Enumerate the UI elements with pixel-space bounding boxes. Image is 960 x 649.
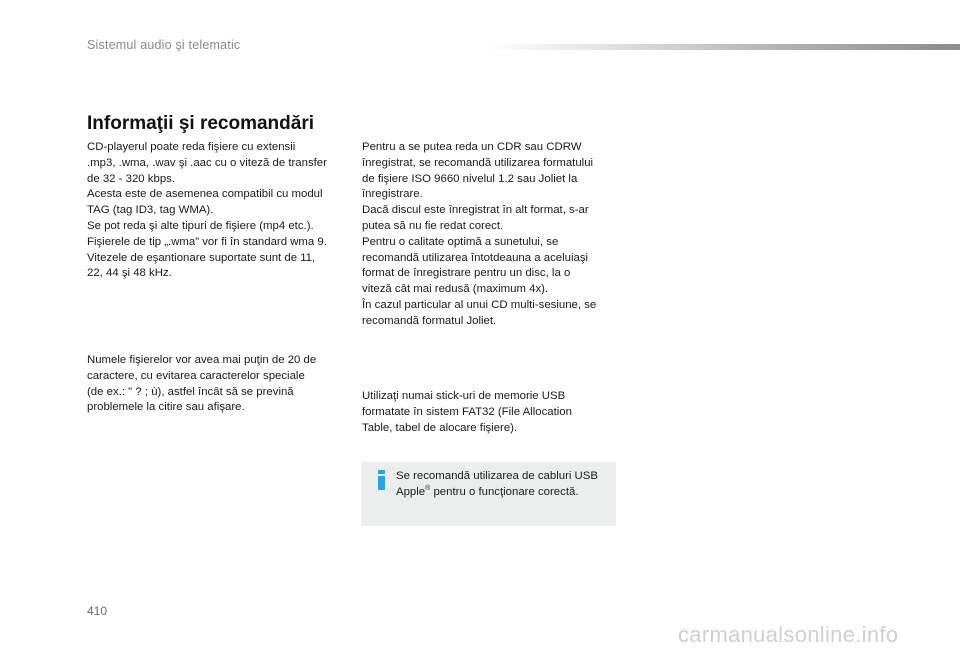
info-icon bbox=[377, 470, 386, 490]
header-gradient-bar bbox=[488, 44, 960, 50]
right-paragraph-cdr: Pentru a se putea reda un CDR sau CDRW înregistrat, se recomandă utilizarea formatului de fişiere ISO 9660 nivelul 1.2 sau Joliet la înregistrare. Dacă discul este înregistrat în alt format, s-ar putea să nu fie redat corect. Pentru o calitate optimă a sunetului, se recomandă utilizarea întotdeauna a aceluiaşi format de înregistrare pentru un disc, la o viteză cât mai redusă (maximum 4x). În cazul particular al unui CD multi-sesiune, se recomandă formatul Joliet. bbox=[362, 141, 597, 327]
header-title: Sistemul audio şi telematic bbox=[87, 38, 241, 52]
info-note-box bbox=[361, 462, 616, 526]
watermark: carmanualsonline.info bbox=[678, 622, 899, 647]
section-title: Informaţii şi recomandări bbox=[87, 113, 315, 134]
info-note-text: Se recomandă utilizarea de cabluri USB Apple® pentru o funcţionare corectă. bbox=[396, 470, 598, 498]
left-paragraph-formats: CD-playerul poate reda fişiere cu extensii .mp3, .wma, .wav şi .aac cu o viteză de transfer de 32 - 320 kbps. Acesta este de asemenea compatibil cu modul TAG (tag ID3, tag WMA). Se pot reda şi alte tipuri de fişiere (mp4 etc.). Fişierele de tip „.wma” vor fi în standard wma 9. Vitezele de eşantionare suportate sunt de 11, 22, 44 şi 48 kHz. bbox=[87, 141, 327, 280]
page-number: 410 bbox=[87, 604, 108, 618]
right-paragraph-usb: Utilizaţi numai stick-uri de memorie USB formatate în sistem FAT32 (File Allocation Table, tabel de alocare fişiere). bbox=[362, 390, 572, 434]
left-paragraph-filenames: Numele fişierelor vor avea mai puţin de 20 de caractere, cu evitarea caracterelor speciale (de ex.: " ? ; ù), astfel încât să se prevină problemele la citire sau afişare. bbox=[87, 354, 317, 414]
